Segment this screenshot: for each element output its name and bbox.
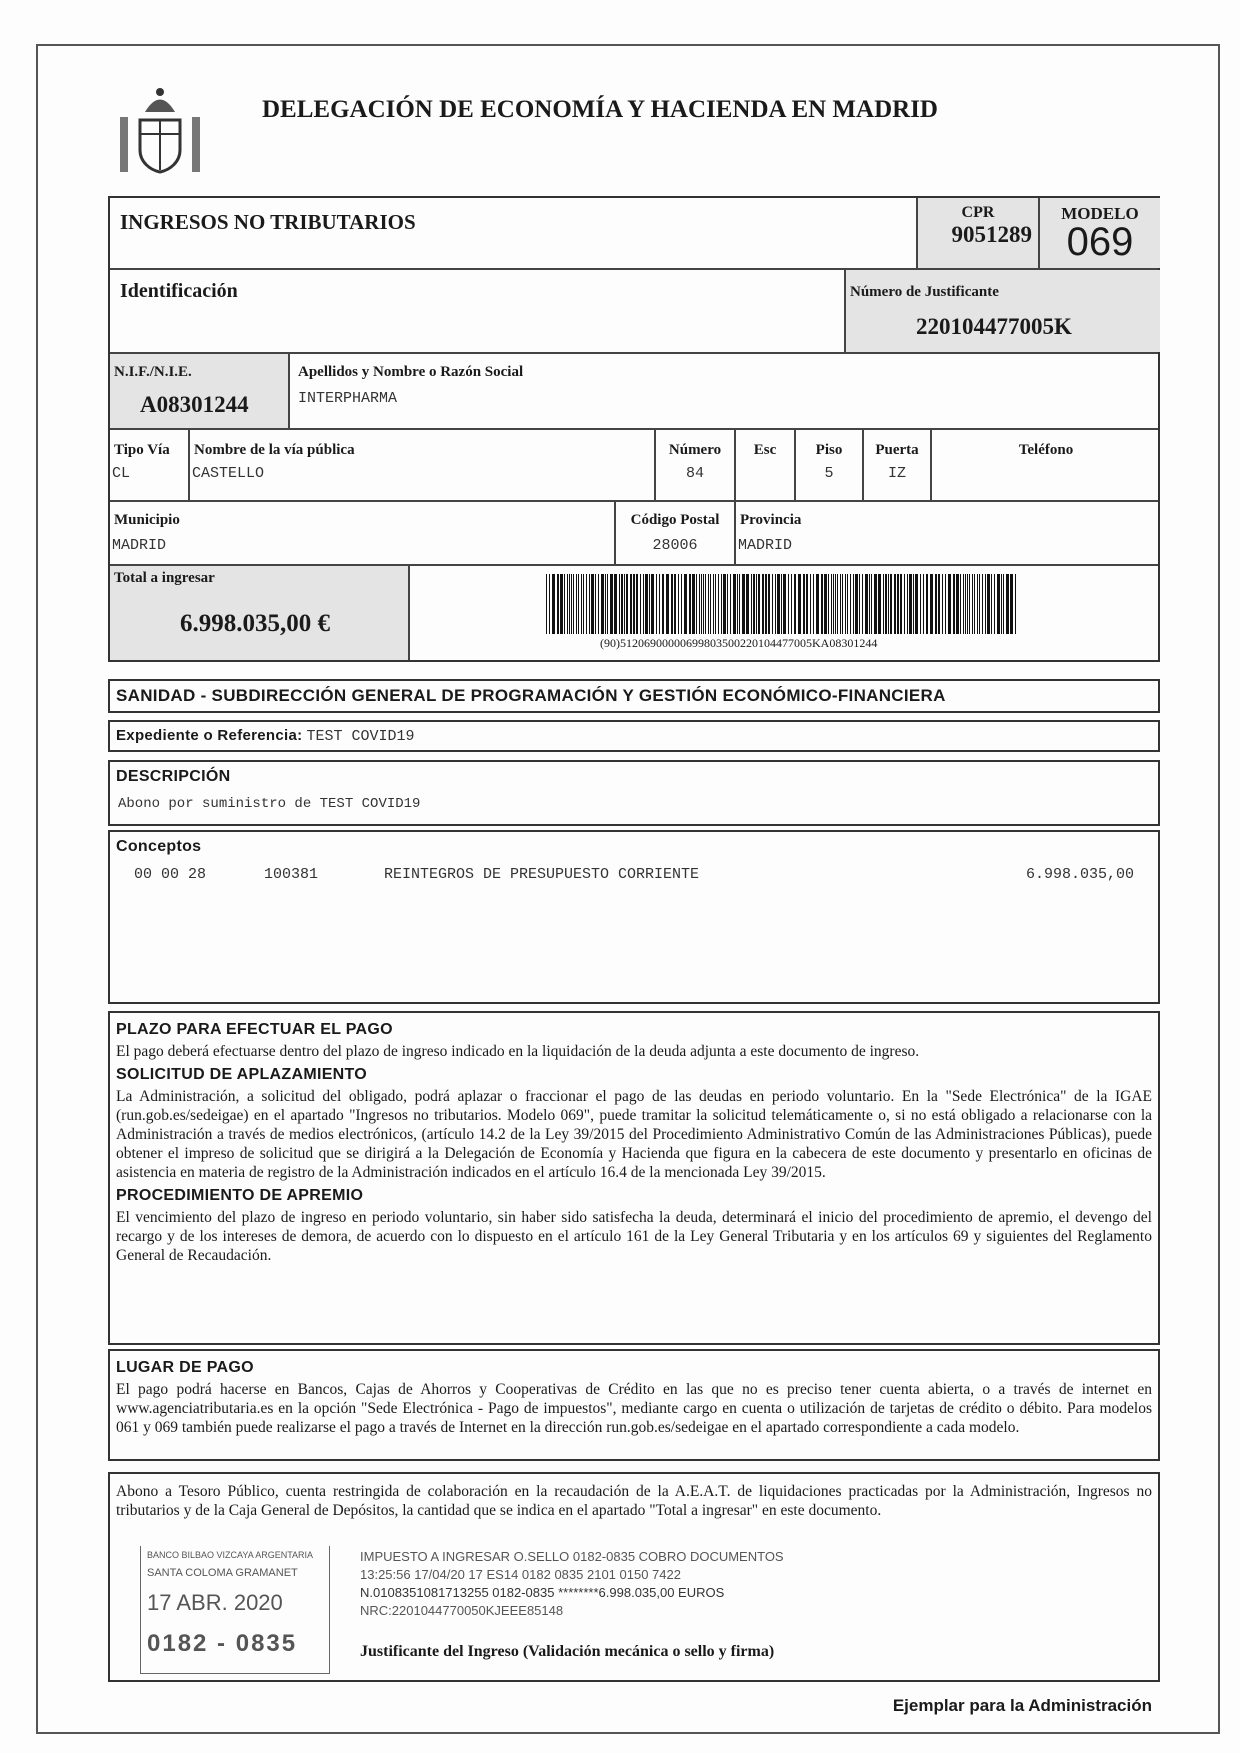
barcode-bar (684, 574, 687, 634)
apremio-text: El vencimiento del plazo de ingreso en periodo voluntario, sin haber sido satisfecha la deuda, determinará el inicio del procedimiento de apremio, el devengo del recargo y de los intereses de demora, de acuerdo con lo dispuesto en el artículo 161 de la Ley General Tributaria y en los artículos 69 y siguientes del Reglamento General de Recaudación. (116, 1209, 1152, 1264)
justificante-label: Número de Justificante (850, 284, 999, 300)
conceptos-box (108, 830, 1160, 1004)
stamp-bank: BANCO BILBAO VIZCAYA ARGENTARIA (147, 1550, 314, 1560)
barcode-bar (824, 574, 827, 634)
barcode-bar (894, 574, 896, 634)
barcode-bar (960, 574, 961, 634)
barcode-bar (643, 574, 644, 634)
validation-line: NRC:2201044770050KJEEE85148 (360, 1603, 564, 1618)
stamp-date: 17 ABR. 2020 (147, 1590, 283, 1615)
barcode-bar (953, 574, 955, 634)
barcode-bar (969, 574, 970, 634)
barcode-bar (982, 574, 983, 634)
barcode-bar (977, 574, 978, 634)
stamp-code: 0182 - 0835 (147, 1630, 298, 1657)
barcode-bar (557, 574, 559, 634)
barcode-bar (956, 574, 959, 634)
barcode-bar (974, 574, 975, 634)
barcode-bar (813, 574, 814, 634)
barcode-bar (610, 574, 613, 634)
barcode-bar (703, 574, 704, 634)
validation-line: 13:25:56 17/04/20 17 ES14 0182 0835 2101 0150 7422 (360, 1567, 681, 1582)
barcode-bar (733, 574, 736, 634)
coat-of-arms-icon (110, 82, 210, 182)
barcode-bar (885, 574, 887, 634)
concepto-row (134, 866, 1134, 886)
barcode-bar (666, 574, 669, 634)
barcode-bar (777, 574, 780, 634)
lugar-text: El pago podrá hacerse en Bancos, Cajas de Ahorros y Cooperativas de Crédito en las que no es preciso tener cuenta abierta, o a través de internet en www.agenciatributaria.es en la opción "Sede Electrónica - Pago de impuestos", mediante cargo en cuenta o utilización de tarjetas de crédito o débito. Para modelos 061 y 069 también puede realizarse el pago a través de Internet en la dirección run.gob.es/sedeigae en el apartado correspondiente a cada modelo. (116, 1381, 1152, 1436)
barcode-bar (671, 574, 673, 634)
telefono-label: Teléfono (1018, 442, 1074, 458)
barcode-bar (689, 574, 691, 634)
organo-title: SANIDAD - SUBDIRECCIÓN GENERAL DE PROGRAMACIÓN Y GESTIÓN ECONÓMICO-FINANCIERA (116, 686, 946, 705)
barcode-bar (907, 574, 908, 634)
barcode-bar (847, 574, 848, 634)
barcode-bar (571, 574, 572, 634)
barcode-bar (798, 574, 801, 634)
barcode-bar (772, 574, 773, 634)
barcode-bar (552, 574, 555, 634)
barcode-bar (768, 574, 770, 634)
descripcion-label: DESCRIPCIÓN (116, 768, 231, 785)
barcode-bar (681, 574, 682, 634)
barcode-bar (965, 574, 966, 634)
barcode-bar (619, 574, 620, 634)
barcode-bar (979, 574, 980, 634)
nif-box (110, 354, 290, 428)
barcode-bar (783, 574, 786, 634)
total-value: 6.998.035,00 € (180, 610, 330, 637)
abono-box (108, 1472, 1160, 1682)
barcode-bar (713, 574, 714, 634)
barcode-bar (636, 574, 638, 634)
abono-text: Abono a Tesoro Público, cuenta restringida de colaboración en la recaudación de la A.E.A.T. de liquidaciones practicadas por la Administración, Ingresos no tributarios y de la Caja General de Depósitos, la cantidad que se indica en el apartado "Total a ingresar" en este documento. (116, 1483, 1152, 1519)
barcode-bar (828, 574, 829, 634)
numero-value: 84 (685, 465, 704, 482)
barcode-bar (595, 574, 596, 634)
barcode-bar (942, 574, 943, 634)
barcode-bar (662, 574, 664, 634)
barcode-bar (560, 574, 563, 634)
barcode-bar (865, 574, 868, 634)
barcode-bar (573, 574, 574, 634)
expediente-label: Expediente o Referencia: (116, 727, 303, 744)
tipo-via-value: CL (112, 465, 131, 482)
provincia-value: MADRID (738, 537, 793, 554)
stamp-office: SANTA COLOMA GRAMANET (147, 1567, 298, 1579)
barcode-bar (920, 574, 921, 634)
barcode-bar (967, 574, 968, 634)
barcode-bar (904, 574, 905, 634)
concepto-code: 00 00 28 (134, 866, 207, 883)
mechanical-validation (360, 1548, 784, 1620)
modelo-value: 069 (1066, 220, 1134, 264)
numero-label: Número (668, 442, 722, 458)
barcode-bar (626, 574, 628, 634)
barcode-bar (930, 574, 933, 634)
barcode-bar (598, 574, 599, 634)
bank-stamp (140, 1546, 330, 1674)
barcode-bar (721, 574, 722, 634)
barcode-bar (945, 574, 946, 634)
barcode-bar (878, 574, 881, 634)
barcode-bar (816, 574, 819, 634)
descripcion-value: Abono por suministro de TEST COVID19 (118, 796, 421, 812)
expediente-box (108, 720, 1160, 752)
identification-form (108, 196, 1160, 662)
barcode-bar (791, 574, 792, 634)
barcode-bar (696, 574, 697, 634)
barcode-bar (985, 574, 986, 634)
barcode-bar (753, 574, 755, 634)
barcode-bar (727, 574, 728, 634)
footer-copy-label: Ejemplar para la Administración (892, 1696, 1152, 1715)
barcode-bar (742, 574, 745, 634)
piso-value: 5 (824, 465, 834, 482)
barcode-bar (888, 574, 889, 634)
barcode-bar (699, 574, 700, 634)
descripcion-box (108, 760, 1160, 826)
barcode-bar (883, 574, 884, 634)
barcode-bar (775, 574, 776, 634)
barcode-bar (756, 574, 757, 634)
section-title: INGRESOS NO TRIBUTARIOS (120, 210, 416, 234)
info-box (108, 1011, 1160, 1345)
barcode-bar (723, 574, 726, 634)
municipio-label: Municipio (114, 512, 180, 528)
concepto-subcode: 100381 (264, 866, 319, 883)
barcode-bar (862, 574, 863, 634)
locality-row (110, 502, 1158, 566)
puerta-label: Puerta (875, 442, 919, 458)
plazo-title: PLAZO PARA EFECTUAR EL PAGO (116, 1021, 393, 1038)
nif-value: A08301244 (140, 392, 249, 417)
barcode-bar (935, 574, 937, 634)
address-row (110, 430, 1158, 502)
barcode-bar (948, 574, 951, 634)
barcode-bar (806, 574, 808, 634)
barcode-bar (855, 574, 858, 634)
barcode-bar (1003, 574, 1004, 634)
barcode-bar (997, 574, 1000, 634)
barcode-bar (739, 574, 740, 634)
barcode-bar (591, 574, 594, 634)
barcode-bar (991, 574, 992, 634)
aplazamiento-text: La Administración, a solicitud del obligado, podrá aplazar o fraccionar el pago de las deudas en periodo voluntario. En la "Sede Electrónica" de la IGAE (run.gob.es/sedeigae) en el apartado "Ingresos no tributarios. Modelo 069", puede tramitar la solicitud telemáticamente o, si no está obligado a relacionarse con la Administración a través de medios electrónicos, (artículo 14.2 de la Ley 39/2015 del Procedimiento Administrativo Común de las Administraciones Públicas), puede obtener el impreso de solicitud que se dirigirá a la Delegación de Economía y Hacienda que figura en la cabecera de este documento y presentarlo en oficinas de asistencia en materia de registro de la Administración indicados en el artículo 16.4 de la mencionada Ley 39/2015. (116, 1088, 1152, 1181)
barcode-bar (859, 574, 860, 634)
barcode-bar (758, 574, 760, 634)
barcode-bar (853, 574, 854, 634)
justificante-ingreso-label: Justificante del Ingreso (Validación mecánica o sello y firma) (360, 1643, 775, 1660)
barcode-bar (897, 574, 899, 634)
nif-label: N.I.F./N.I.E. (114, 364, 192, 380)
barcode-bar (926, 574, 928, 634)
barcode-bar (578, 574, 579, 634)
barcode (546, 574, 1022, 634)
modelo-label: MODELO (1061, 204, 1139, 223)
page-title: DELEGACIÓN DE ECONOMÍA Y HACIENDA EN MADRID (262, 96, 938, 123)
barcode-bar (737, 574, 738, 634)
barcode-bar (913, 574, 914, 634)
barcode-bar (576, 574, 577, 634)
apremio-title: PROCEDIMIENTO DE APREMIO (116, 1187, 364, 1204)
barcode-bar (656, 574, 657, 634)
plazo-text: El pago deberá efectuarse dentro del plazo de ingreso indicado en la liquidación de la deuda adjunta a este documento de ingreso. (116, 1043, 920, 1060)
barcode-bar (581, 574, 582, 634)
provincia-label: Provincia (740, 512, 802, 528)
barcode-bar (549, 574, 550, 634)
total-box (110, 566, 410, 660)
lugar-box (108, 1349, 1160, 1461)
barcode-bar (569, 574, 570, 634)
barcode-bar (1015, 574, 1016, 634)
justificante-box (844, 270, 1160, 352)
barcode-bar (845, 574, 846, 634)
identificacion-label: Identificación (120, 280, 238, 302)
barcode-bar (718, 574, 719, 634)
tipo-via-label: Tipo Vía (114, 442, 170, 458)
cpr-box (916, 198, 1038, 268)
piso-label: Piso (815, 442, 843, 458)
barcode-bar (567, 574, 568, 634)
barcode-bar (614, 574, 617, 634)
barcode-bar (583, 574, 584, 634)
concepto-amount: 6.998.035,00 (1025, 866, 1134, 883)
barcode-bar (831, 574, 832, 634)
barcode-bar (746, 574, 749, 634)
barcode-bar (874, 574, 877, 634)
barcode-bar (850, 574, 851, 634)
barcode-bar (972, 574, 973, 634)
barcode-bar (994, 574, 995, 634)
cpr-value: 9051289 (951, 222, 1032, 247)
barcode-bar (1001, 574, 1002, 634)
barcode-bar (624, 574, 625, 634)
organo-box (108, 679, 1160, 713)
barcode-bar (621, 574, 623, 634)
barcode-bar (821, 574, 823, 634)
cpr-label: CPR (961, 204, 995, 221)
conceptos-label: Conceptos (116, 838, 202, 855)
barcode-bar (842, 574, 843, 634)
justificante-value: 220104477005K (916, 314, 1072, 339)
validation-line: N.0108351081713255 0182-0835 ********6.998.035,00 EUROS (360, 1585, 725, 1600)
barcode-bar (640, 574, 641, 634)
barcode-bar (794, 574, 796, 634)
barcode-bar (938, 574, 940, 634)
barcode-bar (564, 574, 565, 634)
barcode-bar (833, 574, 834, 634)
barcode-bar (649, 574, 650, 634)
puerta-value: IZ (887, 465, 906, 482)
barcode-bar (963, 574, 964, 634)
barcode-bar (674, 574, 676, 634)
barcode-bar (909, 574, 912, 634)
barcode-bar (871, 574, 872, 634)
barcode-bar (708, 574, 709, 634)
cp-label: Código Postal (630, 512, 720, 528)
expediente-value: TEST COVID19 (306, 728, 415, 745)
barcode-bar (840, 574, 841, 634)
esc-label: Esc (753, 442, 777, 458)
barcode-bar (710, 574, 711, 634)
validation-line: IMPUESTO A INGRESAR O.SELLO 0182-0835 COBRO DOCUMENTOS (360, 1549, 784, 1564)
barcode-bar (692, 574, 695, 634)
barcode-bar (715, 574, 716, 634)
barcode-bar (803, 574, 805, 634)
barcode-bar (659, 574, 660, 634)
barcode-bar (890, 574, 892, 634)
barcode-bar (788, 574, 789, 634)
barcode-bar (781, 574, 782, 634)
barcode-bar (869, 574, 870, 634)
barcode-bar (900, 574, 902, 634)
lugar-title: LUGAR DE PAGO (116, 1359, 254, 1376)
nombre-value: INTERPHARMA (298, 390, 398, 407)
aplazamiento-title: SOLICITUD DE APLAZAMIENTO (116, 1066, 368, 1083)
barcode-bar (633, 574, 635, 634)
barcode-bar (589, 574, 590, 634)
barcode-bar (701, 574, 702, 634)
barcode-bar (607, 574, 608, 634)
via-value: CASTELLO (192, 465, 265, 482)
barcode-bar (923, 574, 924, 634)
via-label: Nombre de la vía pública (194, 442, 355, 458)
barcode-bar (835, 574, 836, 634)
barcode-bar (1010, 574, 1013, 634)
modelo-box (1038, 198, 1160, 268)
concepto-desc: REINTEGROS DE PRESUPUESTO CORRIENTE (384, 866, 700, 883)
barcode-bar (601, 574, 604, 634)
barcode-bar (630, 574, 632, 634)
barcode-bar (546, 574, 547, 634)
barcode-bar (765, 574, 767, 634)
barcode-bar (762, 574, 764, 634)
barcode-bar (987, 574, 990, 634)
cp-value: 28006 (652, 537, 698, 554)
barcode-bar (651, 574, 654, 634)
barcode-bar (605, 574, 606, 634)
barcode-bar (837, 574, 838, 634)
barcode-bar (645, 574, 648, 634)
municipio-value: MADRID (112, 537, 167, 554)
barcode-bar (730, 574, 731, 634)
barcode-bar (1006, 574, 1009, 634)
barcode-bar (915, 574, 918, 634)
nombre-label: Apellidos y Nombre o Razón Social (298, 364, 524, 380)
barcode-bar (810, 574, 811, 634)
barcode-bar (751, 574, 752, 634)
total-label: Total a ingresar (114, 570, 215, 586)
barcode-text: (90)5120690000069980350022010447700​5KA08301244 (600, 636, 878, 650)
barcode-bar (586, 574, 587, 634)
barcode-bar (705, 574, 706, 634)
barcode-bar (678, 574, 679, 634)
